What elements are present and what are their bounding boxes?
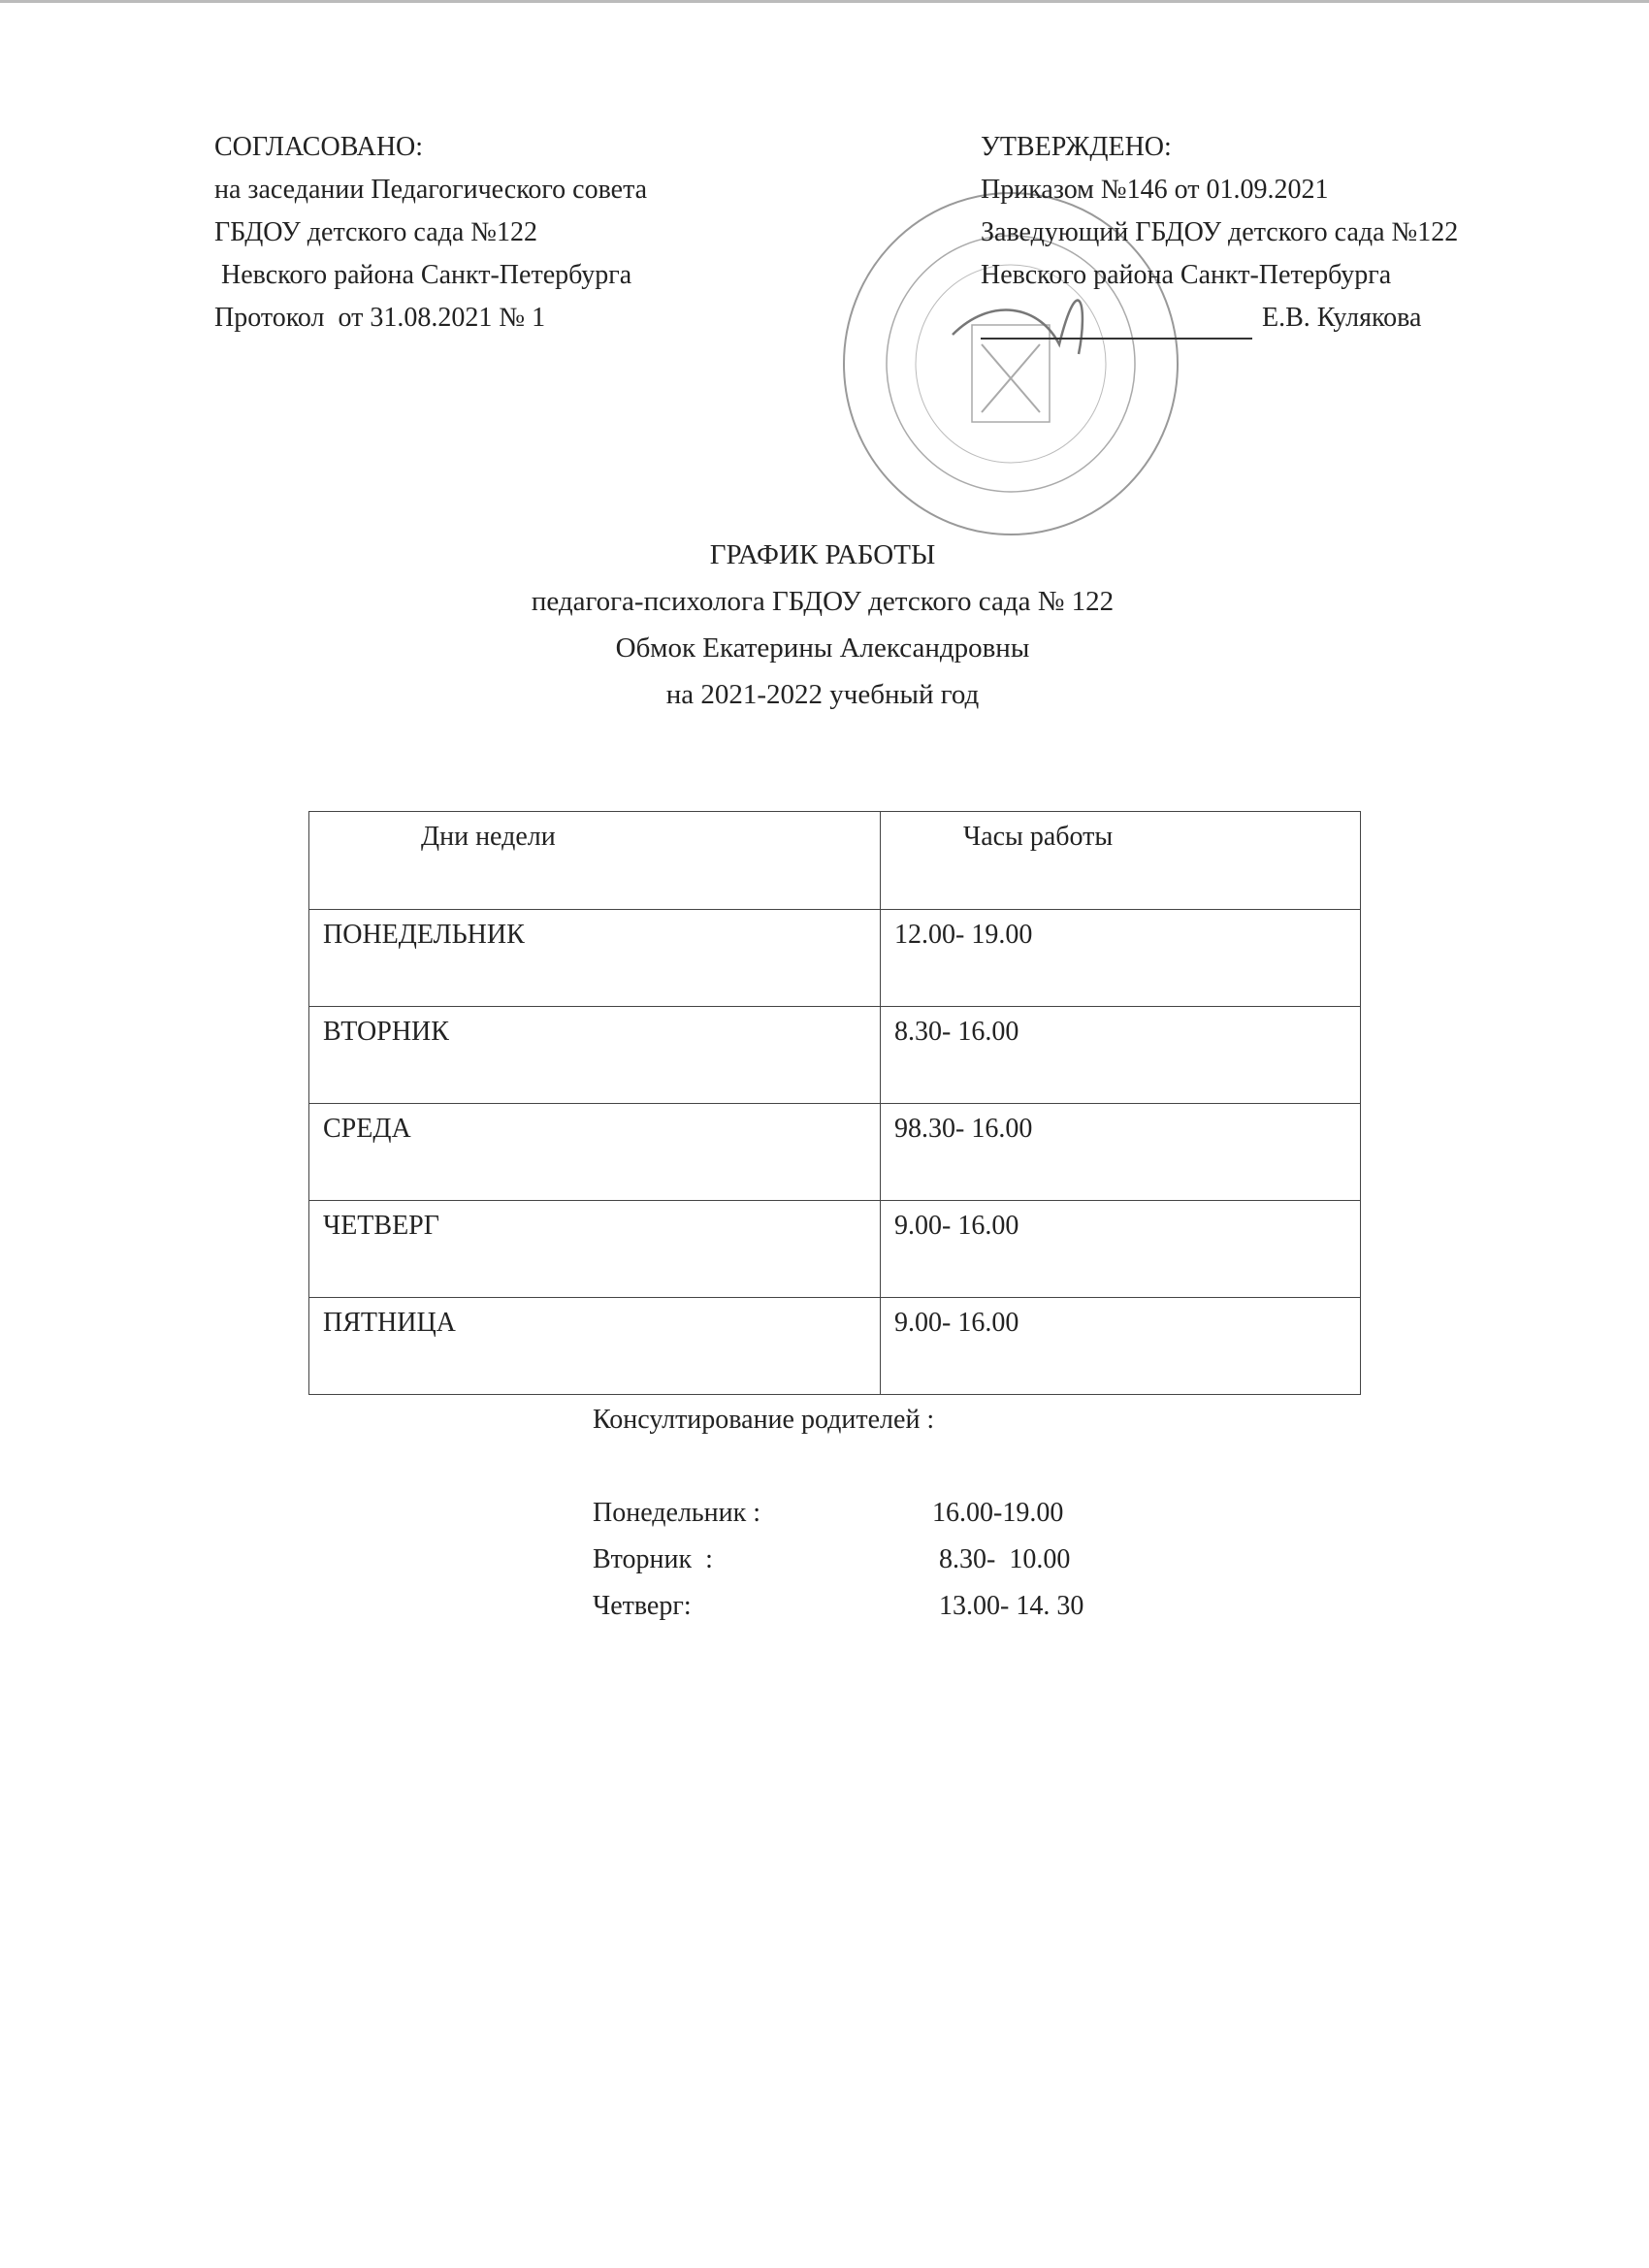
title-line: педагога-психолога ГБДОУ детского сада № 122 <box>531 586 1115 617</box>
signatory-name: Е.В. Кулякова <box>1262 303 1422 333</box>
consult-time: 16.00-19.00 <box>932 1498 1064 1528</box>
day-cell: СРЕДА <box>309 1104 881 1201</box>
column-header: Дни недели <box>309 812 881 910</box>
approval-line: на заседании Педагогического совета <box>214 175 648 205</box>
parent-consultation <box>593 1397 1083 1630</box>
consult-item <box>593 1537 1083 1583</box>
table-row <box>309 1007 1361 1104</box>
consult-day: Четверг: <box>593 1591 692 1621</box>
approval-heading: УТВЕРЖДЕНО: <box>981 132 1172 162</box>
approval-line: Невского района Санкт-Петербурга <box>981 260 1392 290</box>
approval-line: Протокол от 31.08.2021 № 1 <box>214 303 546 333</box>
consult-item <box>593 1490 1083 1537</box>
schedule-table <box>308 811 1361 1395</box>
consult-time: 8.30- 10.00 <box>932 1544 1071 1574</box>
table-row <box>309 1201 1361 1298</box>
approval-line: ГБДОУ детского сада №122 <box>214 217 538 247</box>
signature-line <box>981 297 1458 340</box>
approval-line: Приказом №146 от 01.09.2021 <box>981 175 1329 205</box>
consult-time: 13.00- 14. 30 <box>932 1591 1084 1621</box>
title-line: Обмок Екатерины Александровны <box>615 632 1030 664</box>
day-cell: ЧЕТВЕРГ <box>309 1201 881 1298</box>
day-cell: ПЯТНИЦА <box>309 1298 881 1395</box>
title-line: на 2021-2022 учебный год <box>665 679 980 710</box>
hours-cell: 9.00- 16.00 <box>881 1298 1361 1395</box>
column-header: Часы работы <box>881 812 1361 910</box>
scan-edge <box>0 0 1649 3</box>
title-line: ГРАФИК РАБОТЫ <box>709 539 936 570</box>
approval-heading: СОГЛАСОВАНО: <box>214 132 424 162</box>
document-title <box>0 532 1649 718</box>
hours-cell: 98.30- 16.00 <box>881 1104 1361 1201</box>
table-header-row <box>309 812 1361 910</box>
approval-block-right <box>981 126 1458 340</box>
hours-cell: 8.30- 16.00 <box>881 1007 1361 1104</box>
approval-line: Заведующий ГБДОУ детского сада №122 <box>981 217 1459 247</box>
approval-line: Невского района Санкт-Петербурга <box>214 260 632 290</box>
consult-heading: Консултирование родителей : <box>593 1405 935 1435</box>
consult-day: Вторник : <box>593 1544 713 1574</box>
consult-item <box>593 1583 1083 1630</box>
table-row <box>309 1298 1361 1395</box>
table-row <box>309 1104 1361 1201</box>
day-cell: ПОНЕДЕЛЬНИК <box>309 910 881 1007</box>
signature-underline <box>981 308 1252 340</box>
day-cell: ВТОРНИК <box>309 1007 881 1104</box>
table-row <box>309 910 1361 1007</box>
hours-cell: 12.00- 19.00 <box>881 910 1361 1007</box>
hours-cell: 9.00- 16.00 <box>881 1201 1361 1298</box>
approval-block-left <box>214 126 647 340</box>
consult-day: Понедельник : <box>593 1498 761 1528</box>
